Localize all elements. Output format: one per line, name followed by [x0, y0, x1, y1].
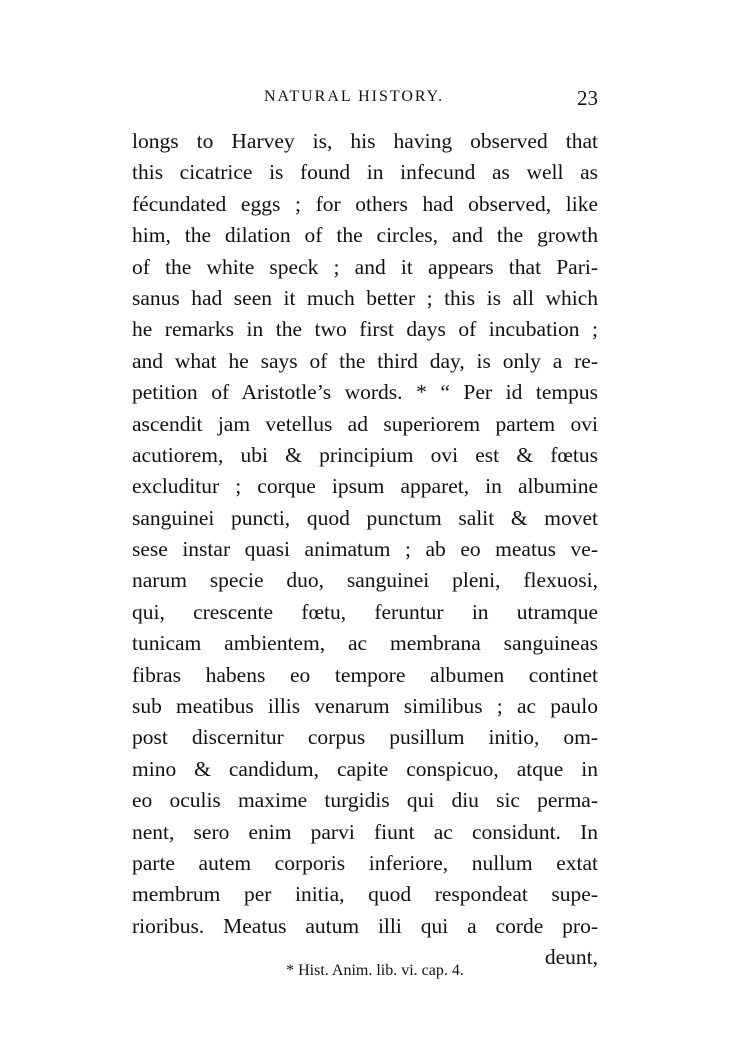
text-line: sub meatibus illis venarum similibus ; ac paulo [132, 694, 598, 719]
text-line: him, the dilation of the circles, and the growth [132, 223, 598, 248]
text-line: sanguinei puncti, quod punctum salit & movet [132, 505, 598, 530]
text-line: qui, crescente fœtu, feruntur in utramque [132, 599, 598, 624]
text-line: eo oculis maxime turgidis qui diu sic perma- [132, 788, 598, 813]
text-line: this cicatrice is found in infecund as well as [132, 160, 598, 185]
text-line: and what he says of the third day, is only a re- [132, 348, 598, 373]
text-line: sanus had seen it much better ; this is all which [132, 285, 598, 310]
text-line: of the white speck ; and it appears that Pari- [132, 254, 598, 279]
text-line: tunicam ambientem, ac membrana sanguineas [132, 631, 598, 656]
catchword-line: deunt, [544, 945, 598, 970]
page-number: 23 [577, 86, 598, 110]
text-line: longs to Harvey is, his having observed that [132, 129, 598, 153]
text-line: ascendit jam vetellus ad superiorem partem ovi [132, 411, 598, 436]
text-line: mino & candidum, capite conspicuo, atque in [132, 756, 598, 781]
text-line: post discernitur corpus pusillum initio, om- [132, 725, 598, 750]
body-text [132, 126, 598, 974]
text-line: fibras habens eo tempore albumen continet [132, 662, 598, 687]
text-line: sese instar quasi animatum ; ab eo meatus ve- [132, 537, 598, 562]
text-line: fécundated eggs ; for others had observed, like [132, 191, 598, 216]
text-line: parte autem corporis inferiore, nullum extat [132, 850, 598, 875]
running-title: NATURAL HISTORY. [264, 88, 445, 105]
text-line: excluditur ; corque ipsum apparet, in albumine [132, 474, 598, 499]
text-line: narum specie duo, sanguinei pleni, flexuosi, [132, 568, 598, 593]
text-line: petition of Aristotle’s words. * “ Per id tempus [132, 380, 598, 405]
footnote: * Hist. Anim. lib. vi. cap. 4. [286, 962, 464, 979]
text-line: rioribus. Meatus autum illi qui a corde pro- [132, 913, 598, 938]
text-line: acutiorem, ubi & principium ovi est & fœtus [132, 442, 598, 467]
text-line: nent, sero enim parvi fiunt ac considunt. In [132, 819, 598, 844]
text-line: he remarks in the two first days of incubation ; [132, 317, 598, 342]
running-head [132, 88, 598, 118]
text-line: membrum per initia, quod respondeat supe- [132, 882, 598, 907]
